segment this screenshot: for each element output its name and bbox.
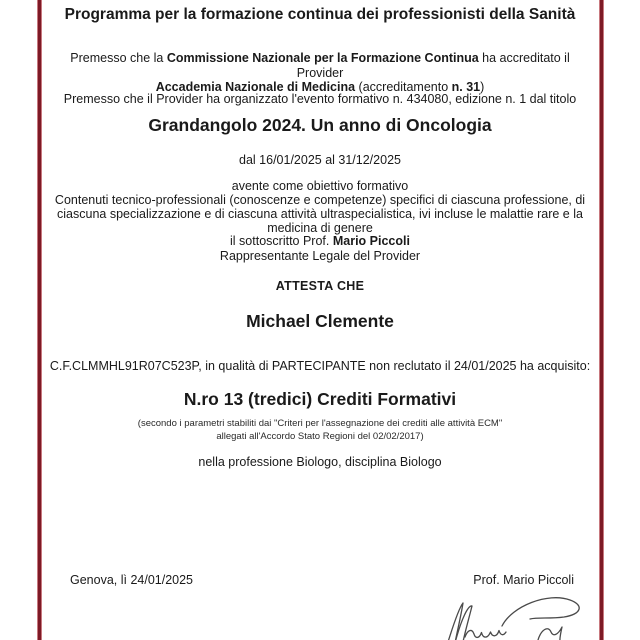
objective-text: Contenuti tecnico-professionali (conoscenze e competenze) specifici di ciascuna professione, di ciascuna specializzazione e di ciascuna attività ultraspecialistica, ivi incluse le malattie rare e la medicina di genere bbox=[54, 193, 586, 235]
signer-block bbox=[46, 234, 594, 263]
signature-name-label: Prof. Mario Piccoli bbox=[473, 573, 574, 587]
accreditation-premise-line1 bbox=[46, 51, 594, 80]
left-border-line bbox=[37, 0, 42, 640]
accreditation-pre: (accreditamento bbox=[355, 80, 452, 94]
credits-note bbox=[46, 417, 594, 443]
event-title: Grandangolo 2024. Un anno di Oncologia bbox=[148, 115, 492, 135]
credits-note-line1: (secondo i parametri stabiliti dai "Criteri per l'assegnazione dei crediti alle attività ECM" bbox=[137, 418, 503, 429]
provider-name: Accademia Nazionale di Medicina bbox=[155, 80, 356, 94]
place-date: Genova, lì 24/01/2025 bbox=[70, 573, 194, 587]
profession-line: nella professione Biologo, disciplina Biologo bbox=[198, 455, 442, 469]
handwritten-signature-image bbox=[444, 596, 596, 640]
signer-role: Rappresentante Legale del Provider bbox=[219, 248, 421, 263]
commission-name: Commissione Nazionale per la Formazione Continua bbox=[166, 51, 479, 65]
accreditation-post: ) bbox=[480, 80, 485, 94]
premise1-mid: ha accreditato il Provider bbox=[296, 51, 570, 80]
accreditation-number: n. 31 bbox=[451, 80, 481, 94]
premise1-pre: Premesso che la bbox=[70, 51, 167, 65]
event-premise: Premesso che il Provider ha organizzato l'evento formativo n. 434080, edizione n. 1 dal titolo bbox=[63, 92, 577, 106]
participant-name: Michael Clemente bbox=[246, 311, 394, 331]
signer-name: Mario Piccoli bbox=[332, 234, 410, 248]
event-dates: dal 16/01/2025 al 31/12/2025 bbox=[239, 153, 401, 167]
credits-title: N.ro 13 (tredici) Crediti Formativi bbox=[183, 389, 457, 409]
credits-note-line2: allegati all'Accordo Stato Regioni del 02/02/2017) bbox=[216, 431, 424, 442]
participant-details: C.F.CLMMHL91R07C523P, in qualità di PARTECIPANTE non reclutato il 24/01/2025 ha acquisito: bbox=[49, 359, 591, 373]
objective-intro: avente come obiettivo formativo bbox=[231, 179, 409, 193]
accreditation-premise bbox=[46, 51, 594, 95]
attest-heading: ATTESTA CHE bbox=[275, 279, 365, 293]
certificate-header-title: Programma per la formazione continua dei professionisti della Sanità bbox=[64, 6, 576, 23]
signer-line bbox=[46, 234, 594, 249]
signer-pre: il sottoscritto Prof. bbox=[230, 234, 333, 248]
objective-block bbox=[46, 179, 594, 235]
right-border-line bbox=[599, 0, 604, 640]
